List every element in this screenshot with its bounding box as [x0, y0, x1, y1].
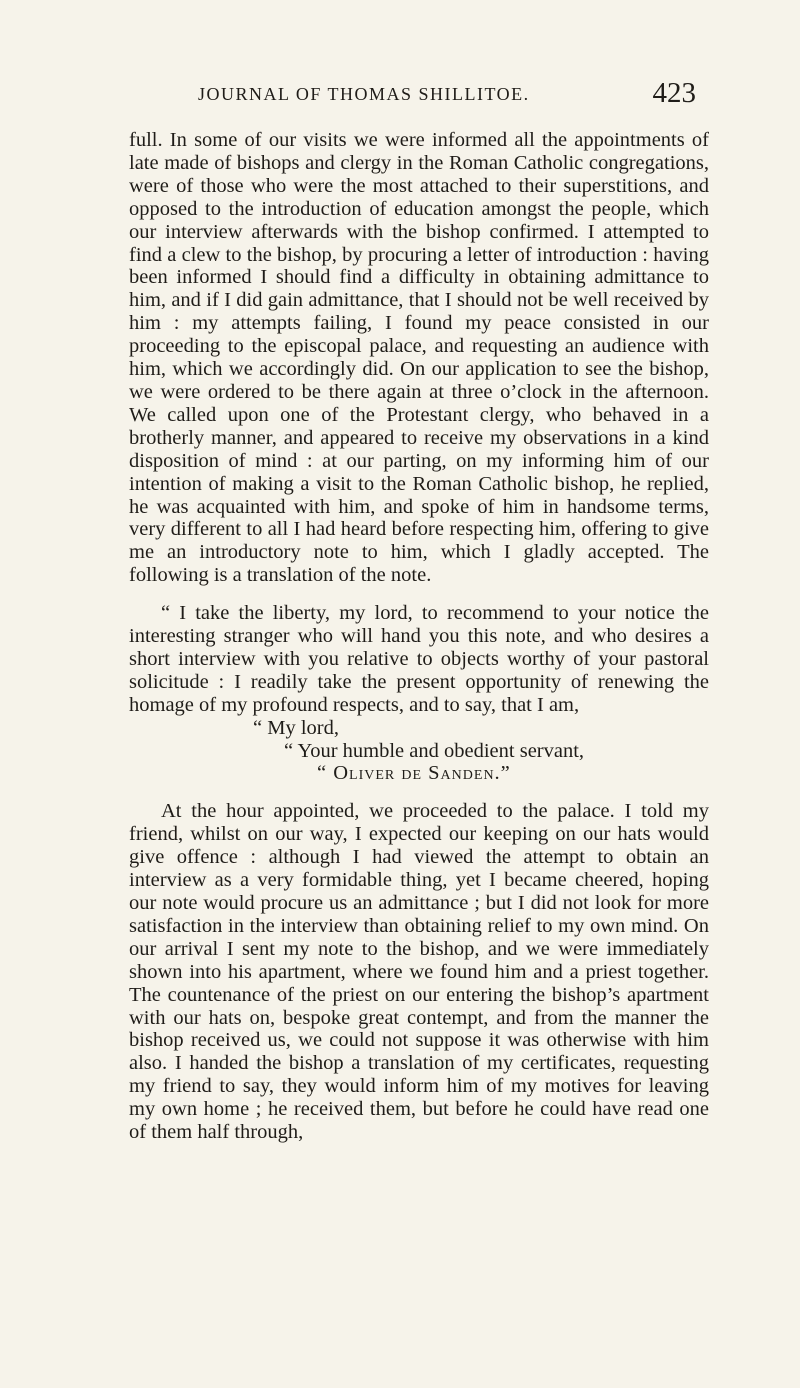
page-number: 423 [652, 77, 696, 109]
paragraph-visit-to-palace: At the hour appointed, we proceeded to the palace. I told my friend, whilst on our way, I expected our keeping on our hats would give offence : although I had viewed the attempt to obtain an interview as a very formidable thing, yet I became cheered, hoping our note would procure us an admittance ; but I did not look for more satisfaction in the interview than obtaining relief to my own mind. On our arrival I sent my note to the bishop, and we were immediately shown into his apartment, where we found him and a priest together. The countenance of the priest on our entering the bishop’s apartment with our hats on, bespoke great contempt, and from the manner the bishop received us, we could not suppose it was otherwise with him also. I handed the bishop a translation of my certificates, requesting my friend to say, they would inform him of my motives for leaving my own home ; he received them, but before he could have read one of them half through, [129, 800, 709, 1144]
journal-text [129, 129, 709, 1144]
quote-closing: “ Your humble and obedient servant, [284, 739, 585, 762]
quote-salutation: “ My lord, [253, 716, 339, 739]
paragraph-visits-and-bishop: full. In some of our visits we were informed all the appointments of late made of bishops and clergy in the Roman Catholic congregations, were of those who were the most attached to their superstitions, and opposed to the introduction of education amongst the people, which our interview afterwards with the bishop confirmed. I attempted to find a clew to the bishop, by procuring a letter of introduction : having been informed I should find a difficulty in obtaining admittance to him, and if I did gain admittance, that I should not be well received by him : my attempts failing, I found my peace consisted in our proceeding to the episcopal palace, and requesting an audience with him, which we accordingly did. On our application to see the bishop, we were ordered to be there again at three o’clock in the afternoon. We called upon one of the Protestant clergy, who behaved in a brotherly manner, and appeared to receive my observations in a kind disposition of mind : at our parting, on my informing him of our intention of making a visit to the Roman Catholic bishop, he replied, he was acquainted with him, and spoke of him in handsome terms, very different to all I had heard before respecting him, offering to give me an introductory note to him, which I gladly accepted. The following is a translation of the note. [129, 129, 709, 587]
running-title: JOURNAL OF THOMAS SHILLITOE. [198, 84, 530, 104]
page-header [198, 78, 696, 112]
quoted-introductory-note [129, 602, 709, 785]
quote-body: “ I take the liberty, my lord, to recommend to your notice the interesting stranger who will hand you this note, and who desires a short interview with you relative to objects worthy of your pastoral solicitude : I readily take the present opportunity of renewing the homage of my profound respects, and to say, that I am, [129, 602, 709, 716]
quote-signature: “ Oliver de Sanden.” [317, 762, 511, 785]
